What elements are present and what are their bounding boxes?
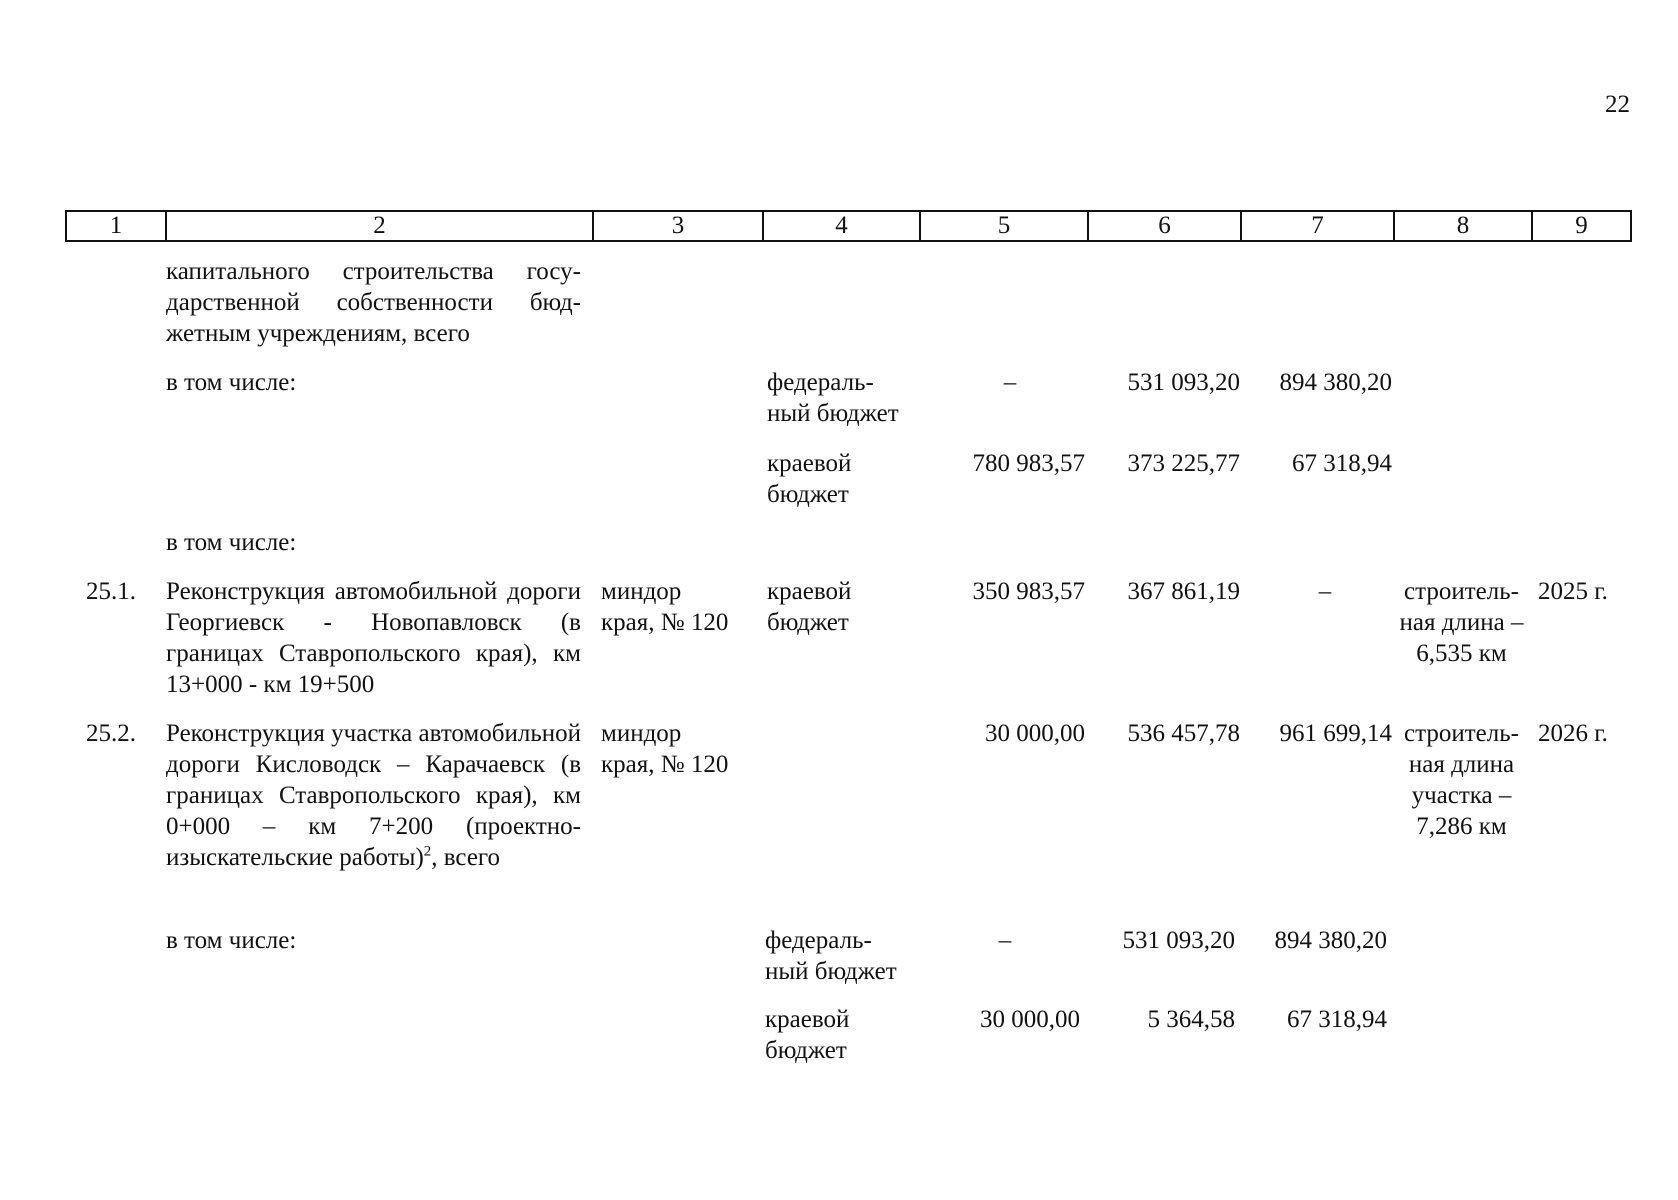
item-name-tail: , всего [431, 844, 501, 871]
including-label: в том числе: [166, 927, 297, 954]
budget-federal: федераль- ный бюджет [767, 369, 899, 427]
item-budget: краевой бюджет [767, 578, 852, 636]
summary-federal-c6: 531 093,20 [1127, 369, 1240, 396]
item-number: 25.2. [86, 720, 136, 747]
item-c7: 961 699,14 [1279, 720, 1392, 747]
item-year: 2025 г. [1538, 578, 1608, 605]
breakdown-c5: – [998, 927, 1012, 954]
page-number: 22 [1605, 91, 1630, 118]
breakdown-budget: федераль- ный бюджет [765, 927, 897, 985]
intro-text [166, 256, 581, 349]
item-c5: 30 000,00 [985, 720, 1085, 747]
column-number-4: 4 [763, 211, 920, 241]
summary-federal-c5: – [1003, 369, 1017, 396]
column-number-9: 9 [1532, 211, 1631, 241]
column-number-2: 2 [166, 211, 593, 241]
breakdown-budget: краевой бюджет [765, 1006, 850, 1064]
item-name [166, 718, 581, 873]
budget-regional: краевой бюджет [767, 450, 852, 508]
item-name: Реконструкция автомобильной дороги Георгиевск - Новопавловск (в границах Ставропольского края), км 13+000 - км 19+500 [166, 578, 581, 698]
column-number-6: 6 [1088, 211, 1241, 241]
intro-line: дарственной собственности бюд- [166, 289, 581, 316]
footnote-ref: 2 [423, 843, 432, 860]
including-label: в том числе: [166, 529, 297, 556]
item-executor: миндор края, № 120 [601, 578, 729, 636]
item-year: 2026 г. [1538, 720, 1608, 747]
item-c5: 350 983,57 [972, 578, 1085, 605]
summary-regional-c7: 67 318,94 [1292, 450, 1392, 477]
including-label: в том числе: [166, 369, 297, 396]
breakdown-c7: 67 318,94 [1287, 1006, 1387, 1033]
item-capacity: строитель- ная длина участка – 7,286 км [1404, 720, 1519, 840]
breakdown-c6: 5 364,58 [1147, 1006, 1235, 1033]
intro-line: капитального строительства госу- [166, 258, 581, 285]
column-number-3: 3 [593, 211, 763, 241]
summary-regional-c5: 780 983,57 [972, 450, 1085, 477]
breakdown-c6: 531 093,20 [1122, 927, 1235, 954]
item-name-text: Реконструкция участка автомобильной дороги Кисловодск – Карачаевск (в границах Ставропольского края), км 0+000 – км 7+200 (проектно-изыскательские работы) [166, 720, 581, 871]
summary-regional-c6: 373 225,77 [1127, 450, 1240, 477]
column-number-5: 5 [920, 211, 1088, 241]
column-number-7: 7 [1241, 211, 1394, 241]
intro-line: жетным учреждениям, всего [166, 320, 470, 347]
column-number-1: 1 [66, 211, 166, 241]
breakdown-c7: 894 380,20 [1274, 927, 1387, 954]
item-executor: миндор края, № 120 [601, 720, 729, 778]
column-number-header [65, 210, 1632, 242]
column-number-8: 8 [1394, 211, 1532, 241]
item-number: 25.1. [86, 578, 136, 605]
breakdown-c5: 30 000,00 [980, 1006, 1080, 1033]
item-capacity: строитель- ная длина – 6,535 км [1399, 578, 1524, 667]
item-c7: – [1318, 578, 1332, 605]
item-c6: 367 861,19 [1127, 578, 1240, 605]
summary-federal-c7: 894 380,20 [1279, 369, 1392, 396]
item-c6: 536 457,78 [1127, 720, 1240, 747]
